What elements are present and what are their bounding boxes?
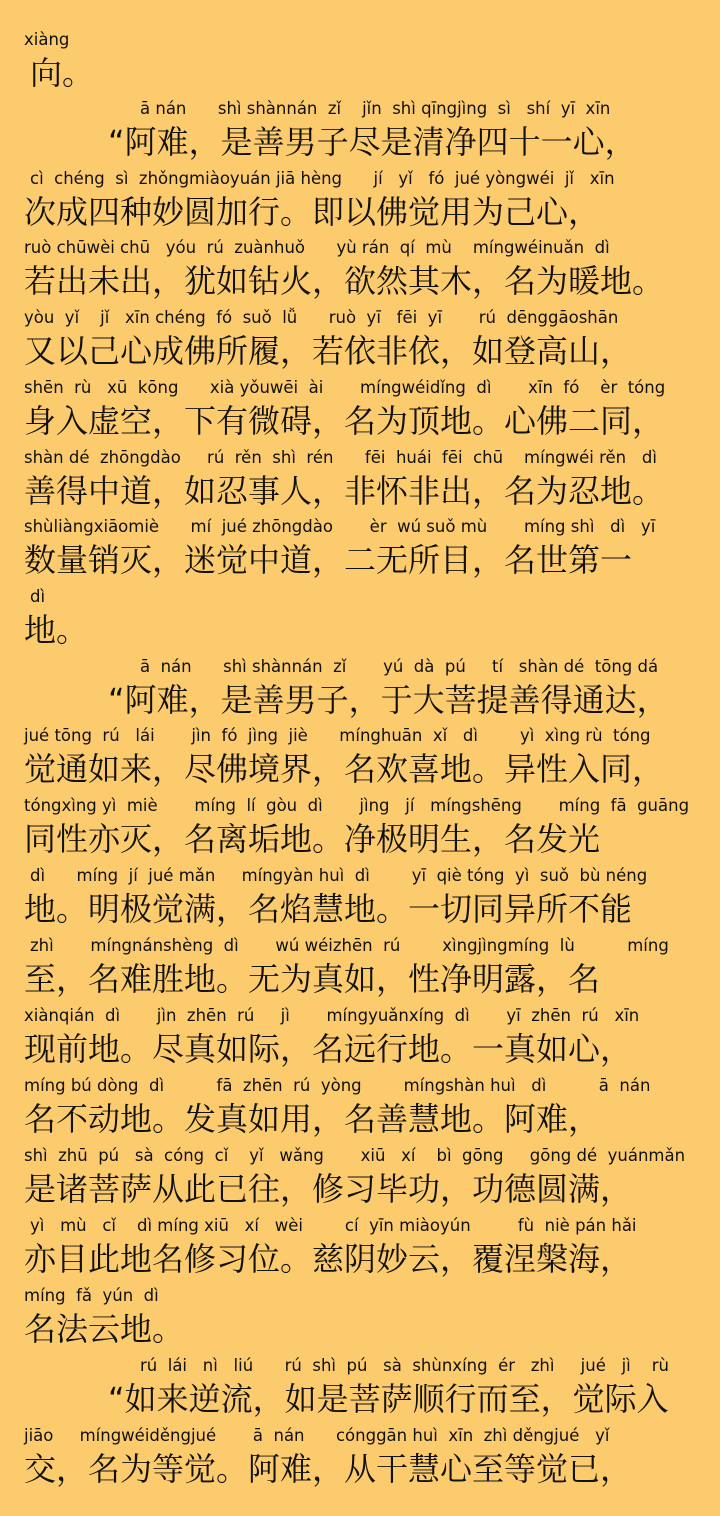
pinyin-annotation: tóngxìng yì miè míng lí gòu dì jìng jí míngshēng míng fā guāng [24,796,690,815]
chinese-text: 若出未出，犹如钻火，欲然其木，名为暖地。 [24,262,665,300]
text-line [0,99,720,169]
chinese-text: “阿难，是善男子尽是清净四十一心， [108,123,637,161]
pinyin-annotation: shàn dé zhōngdào rú rěn shì rén fēi huái fēi chū míngwéi rěn dì [24,448,657,467]
text-line [0,1426,720,1496]
text-line [0,796,720,866]
pinyin-annotation: míng fǎ yún dì [24,1286,159,1305]
chinese-text: 至，名难胜地。无为真如，性净明露，名 [24,960,601,998]
pinyin-annotation: zhì míngnánshèng dì wú wéizhēn rú xìngjìngmíng lù míng [30,936,669,955]
text-line [0,448,720,518]
text-line [0,517,720,587]
chinese-text: 次成四种妙圆加行。即以佛觉用为己心， [24,193,601,231]
chinese-text: 亦目此地名修习位。慈阴妙云，覆涅槃海， [24,1240,633,1278]
pinyin-annotation: ā nán shì shànnán zǐ yú dà pú tí shàn dé tōng dá [140,657,659,676]
text-line [0,169,720,239]
chinese-text: 向。 [30,54,95,92]
pinyin-annotation: dì míng jí jué mǎn míngyàn huì dì yī qiè tóng yì suǒ bù néng [30,866,648,885]
pinyin-annotation: ruò chūwèi chū yóu rú zuànhuǒ yù rán qí mù míngwéinuǎn dì [24,238,610,257]
text-line [0,1076,720,1146]
chinese-text: 又以己心成佛所履，若依非依，如登高山， [24,332,633,370]
pinyin-annotation: yòu yǐ jǐ xīn chéng fó suǒ lǚ ruò yī fēi yī rú dēnggāoshān [24,308,619,327]
text-line [0,1216,720,1286]
text-line [0,1356,720,1426]
pinyin-annotation: xiàng [24,30,70,49]
chinese-text: 身入虚空，下有微碍，名为顶地。心佛二同， [24,402,665,440]
text-line [0,936,720,1006]
chinese-text: 善得中道，如忍事人，非怀非出，名为忍地。 [24,472,665,510]
pinyin-annotation: shùliàngxiāomiè mí jué zhōngdào èr wú suǒ mù míng shì dì yī [24,517,656,536]
text-line [0,726,720,796]
text-line [0,1146,720,1216]
text-line [0,308,720,378]
text-line [0,378,720,448]
pinyin-annotation: rú lái nì liú rú shì pú sà shùnxíng ér zhì jué jì rù [140,1356,669,1375]
text-line [0,238,720,308]
chinese-text: “阿难，是善男子，于大菩提善得通达， [108,681,669,719]
pinyin-annotation: ā nán shì shànnán zǐ jǐn shì qīngjìng sì shí yī xīn [140,99,611,118]
pinyin-annotation: xiànqián dì jìn zhēn rú jì míngyuǎnxíng dì yī zhēn rú xīn [24,1006,640,1025]
chinese-text: 名法云地。 [24,1310,185,1348]
text-line [0,657,720,727]
chinese-text: 数量销灭，迷觉中道，二无所目，名世第一 [24,541,633,579]
chinese-text: 交，名为等觉。阿难，从干慧心至等觉已， [24,1450,633,1488]
chinese-text: 同性亦灭，名离垢地。净极明生，名发光 [24,820,601,858]
chinese-text: 地。明极觉满，名焰慧地。一切同异所不能 [24,890,633,928]
pinyin-annotation: shì zhū pú sà cóng cǐ yǐ wǎng xiū xí bì gōng gōng dé yuánmǎn [24,1146,686,1165]
pinyin-annotation: cì chéng sì zhǒngmiàoyuán jiā hèng jí yǐ fó jué yòngwéi jǐ xīn [30,169,615,188]
chinese-text: 现前地。尽真如际，名远行地。一真如心， [24,1030,633,1068]
chinese-text: 觉通如来，尽佛境界，名欢喜地。异性入同， [24,750,665,788]
text-line [0,1006,720,1076]
chinese-text: 名不动地。发真如用，名善慧地。阿难， [24,1100,601,1138]
text-line [0,1286,720,1356]
chinese-text: 地。 [24,611,89,649]
text-line [0,587,720,657]
text-line [0,30,720,100]
pinyin-annotation: míng bú dòng dì fā zhēn rú yòng míngshàn huì dì ā nán [24,1076,651,1095]
text-line [0,866,720,936]
pinyin-annotation: shēn rù xū kōng xià yǒuwēi ài míngwéidǐng dì xīn fó èr tóng [24,378,666,397]
pinyin-annotation: jiāo míngwéiděngjué ā nán cónggān huì xīn zhì děngjué yǐ [24,1426,610,1445]
pinyin-annotation: yì mù cǐ dì míng xiū xí wèi cí yīn miàoyún fù niè pán hǎi [30,1216,637,1235]
chinese-text: “如来逆流，如是菩萨顺行而至，觉际入 [108,1380,669,1418]
chinese-text: 是诸菩萨从此已往，修习毕功，功德圆满， [24,1170,633,1208]
pinyin-annotation: jué tōng rú lái jìn fó jìng jiè mínghuān xǐ dì yì xìng rù tóng [24,726,651,745]
pinyin-annotation: dì [30,587,46,606]
